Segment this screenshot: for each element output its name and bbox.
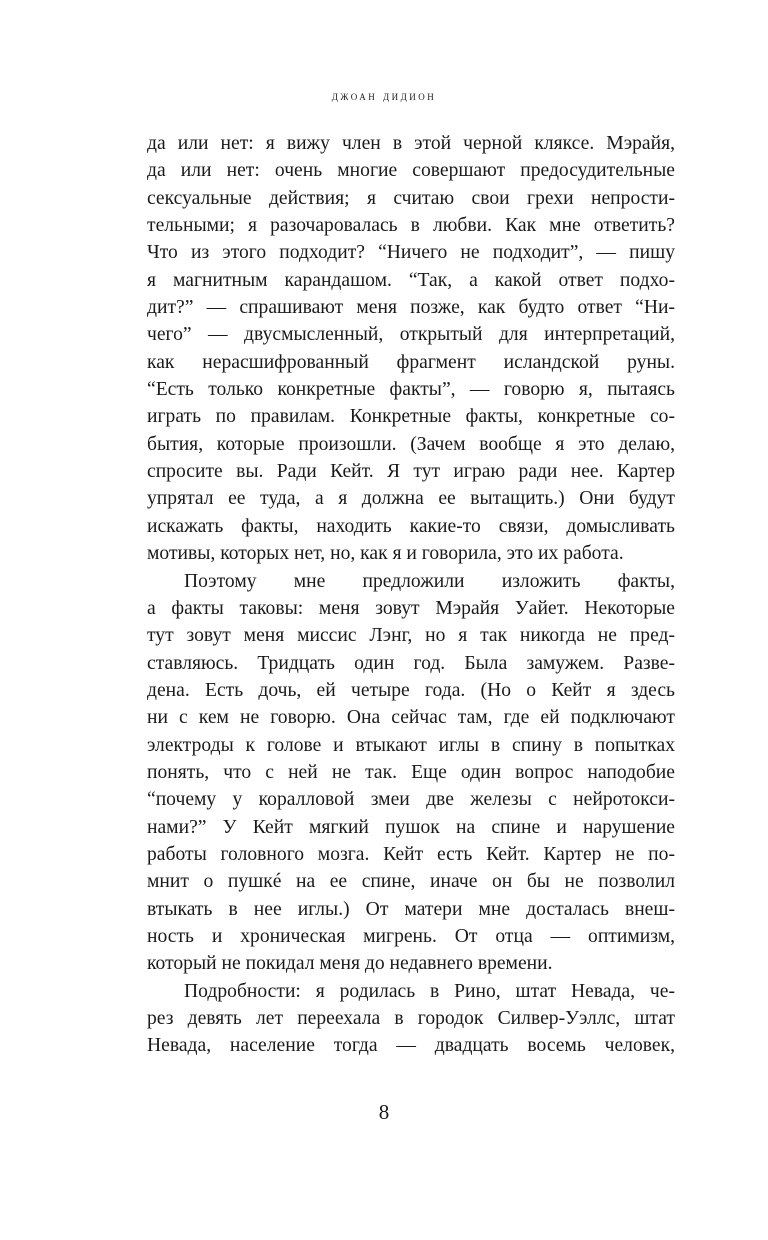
text-line: да или нет: очень многие совершают предосудительные — [147, 160, 675, 182]
text-line: дена. Есть дочь, ей четыре года. (Но о Кейт я здесь — [147, 679, 675, 701]
text-line: “Есть только конкретные факты”, — говорю я, пытаясь — [147, 379, 675, 401]
text-line: мотивы, которых нет, но, как я и говорила, это их работа. — [147, 543, 624, 565]
running-head: джоан дидион — [331, 88, 437, 103]
text-line: как нерасшифрованный фрагмент исландской руны. — [147, 351, 675, 373]
text-line: искажать факты, находить какие-то связи, домысливать — [147, 515, 675, 537]
text-line-paragraph-start: Поэтому мне предложили изложить факты, — [184, 570, 675, 592]
text-line: электроды к голове и втыкают иглы в спину в попытках — [147, 734, 675, 756]
text-line: ни с кем не говорю. Она сейчас там, где ей подключают — [147, 707, 675, 729]
text-line: “почему у коралловой змеи две железы с нейротокси- — [147, 789, 675, 811]
text-line: ставляюсь. Тридцать один год. Была замужем. Разве- — [147, 652, 675, 674]
text-line: я магнитным карандашом. “Так, а какой ответ подхо- — [147, 269, 675, 291]
text-line: который не покидал меня до недавнего времени. — [147, 953, 553, 975]
text-line: тут зовут меня миссис Лэнг, но я так никогда не пред- — [147, 625, 675, 647]
text-line: работы головного мозга. Кейт есть Кейт. Картер не по- — [147, 843, 675, 865]
text-line: нами?” У Кейт мягкий пушок на спине и нарушение — [147, 816, 675, 838]
text-line: сексуальные действия; я считаю свои грехи непрости- — [147, 187, 675, 209]
text-line: бытия, которые произошли. (Зачем вообще я это делаю, — [147, 433, 675, 455]
text-line: чего” — двусмысленный, открытый для интерпретаций, — [147, 324, 675, 346]
text-line: ность и хроническая мигрень. От отца — оптимизм, — [147, 925, 675, 947]
text-line: спросите вы. Ради Кейт. Я тут играю ради нее. Картер — [147, 461, 675, 483]
text-line: играть по правилам. Конкретные факты, конкретные со- — [147, 406, 675, 428]
text-line: понять, что с ней не так. Еще один вопрос наподобие — [147, 761, 675, 783]
text-line: Что из этого подходит? “Ничего не подходит”, — пишу — [147, 242, 675, 264]
text-line: упрятал ее туда, а я должна ее вытащить.) Они будут — [147, 488, 675, 510]
text-line: дит?” — спрашивают меня позже, как будто ответ “Ни- — [147, 297, 675, 319]
text-line: рез девять лет переехала в городок Силвер-Уэллс, штат — [147, 1008, 675, 1029]
text-line: да или нет: я вижу член в этой черной кляксе. Мэрайя, — [147, 133, 675, 154]
text-line: втыкать в нее иглы.) От матери мне досталась внеш- — [147, 898, 675, 920]
text-line: тельными; я разочаровалась в любви. Как мне ответить? — [147, 215, 675, 237]
page-number: 8 — [378, 1100, 390, 1124]
text-line-paragraph-start: Подробности: я родилась в Рино, штат Невада, че- — [184, 980, 675, 1002]
text-line: Невада, население тогда — двадцать восемь человек, — [147, 1035, 675, 1057]
text-line: а факты таковы: меня зовут Мэрайя Уайет. Некоторые — [147, 597, 675, 619]
text-line: мнит о пушкé на ее спине, иначе он бы не позволил — [147, 871, 675, 893]
body-text — [147, 130, 675, 1060]
